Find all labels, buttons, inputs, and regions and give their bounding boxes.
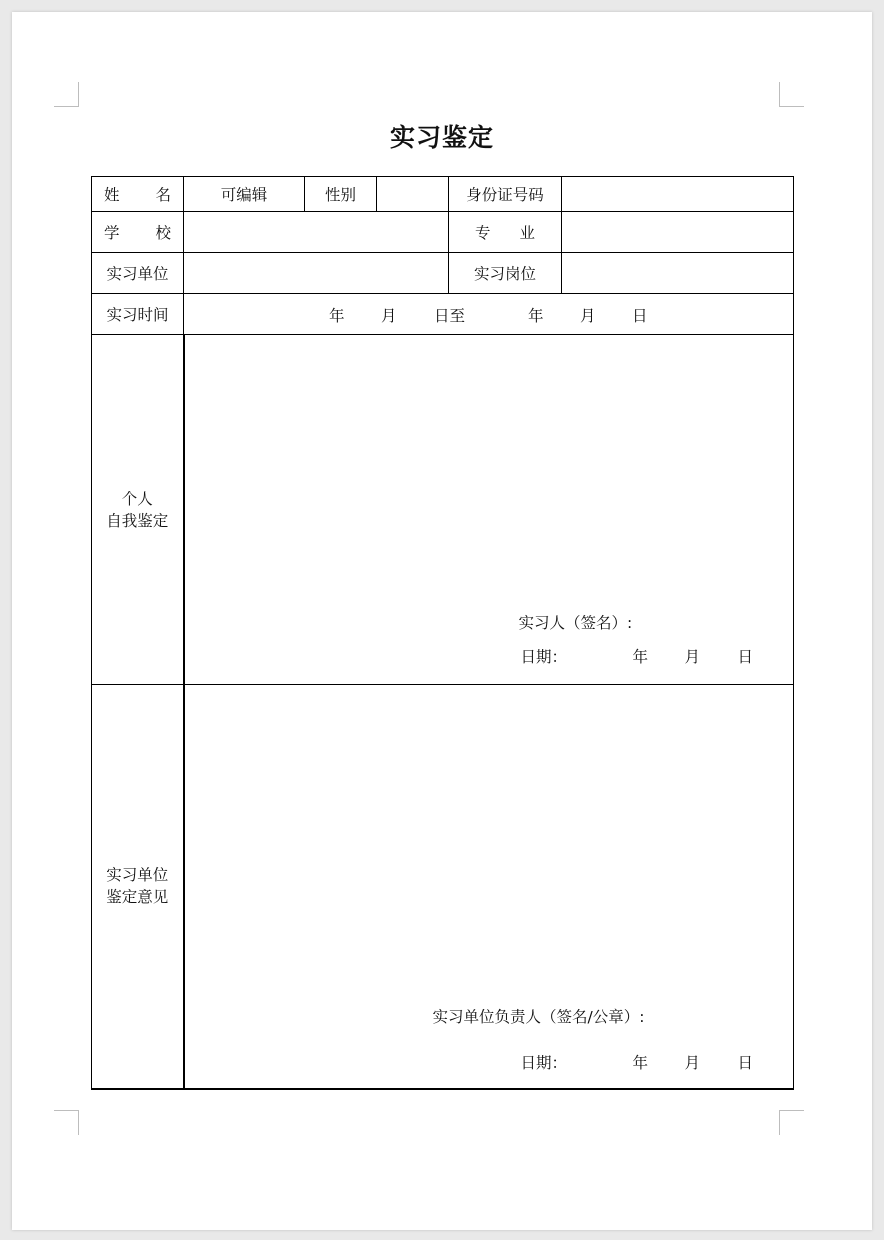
unit-assessment-label: 实习单位 鉴定意见 xyxy=(92,685,184,1089)
period-day-end: 日 xyxy=(632,307,648,325)
self-date-day: 日 xyxy=(737,648,754,666)
period-month-start: 月 xyxy=(381,307,397,325)
school-field[interactable] xyxy=(184,212,449,253)
crop-mark-top-left xyxy=(54,82,79,107)
appraisal-form-table xyxy=(91,176,794,1090)
period-year-start: 年 xyxy=(329,307,345,325)
self-assessment-content[interactable] xyxy=(184,335,794,685)
crop-mark-top-right xyxy=(779,82,804,107)
document-title: 实习鉴定 xyxy=(389,123,494,152)
unit-assessment-content[interactable] xyxy=(184,685,794,1089)
name-field[interactable]: 可编辑 xyxy=(184,177,305,212)
row-unit-assessment xyxy=(92,685,794,1089)
gender-label: 性别 xyxy=(305,177,377,212)
self-date-month: 月 xyxy=(684,648,701,666)
self-date-label: 日期： xyxy=(520,648,568,666)
id-number-field[interactable] xyxy=(562,177,794,212)
self-date-year: 年 xyxy=(632,648,649,666)
internship-unit-field[interactable] xyxy=(184,253,449,294)
crop-mark-bottom-left xyxy=(54,1110,79,1135)
row-self-assessment xyxy=(92,335,794,685)
major-label: 专 业 xyxy=(449,212,562,253)
crop-mark-bottom-right xyxy=(779,1110,804,1135)
unit-date-day: 日 xyxy=(737,1054,754,1072)
self-signer-label: 实习人（签名）: xyxy=(518,614,633,632)
internship-position-field[interactable] xyxy=(562,253,794,294)
row-name xyxy=(92,177,794,212)
unit-signer-label: 实习单位负责人（签名/公章）: xyxy=(432,1008,645,1026)
self-assessment-label: 个人 自我鉴定 xyxy=(92,335,184,685)
major-field[interactable] xyxy=(562,212,794,253)
name-label: 姓 名 xyxy=(92,177,184,212)
unit-date-year: 年 xyxy=(632,1054,649,1072)
period-year-end: 年 xyxy=(528,307,544,325)
period-day-to: 日至 xyxy=(434,307,466,325)
unit-date-month: 月 xyxy=(684,1054,701,1072)
internship-position-label: 实习岗位 xyxy=(449,253,562,294)
unit-date-label: 日期： xyxy=(520,1054,568,1072)
row-period xyxy=(92,294,794,335)
row-school xyxy=(92,212,794,253)
row-unit xyxy=(92,253,794,294)
gender-field[interactable] xyxy=(377,177,449,212)
internship-unit-label: 实习单位 xyxy=(92,253,184,294)
id-number-label: 身份证号码 xyxy=(449,177,562,212)
internship-period-label: 实习时间 xyxy=(92,294,184,335)
school-label: 学 校 xyxy=(92,212,184,253)
internship-period-field[interactable] xyxy=(184,294,794,335)
period-month-end: 月 xyxy=(580,307,596,325)
